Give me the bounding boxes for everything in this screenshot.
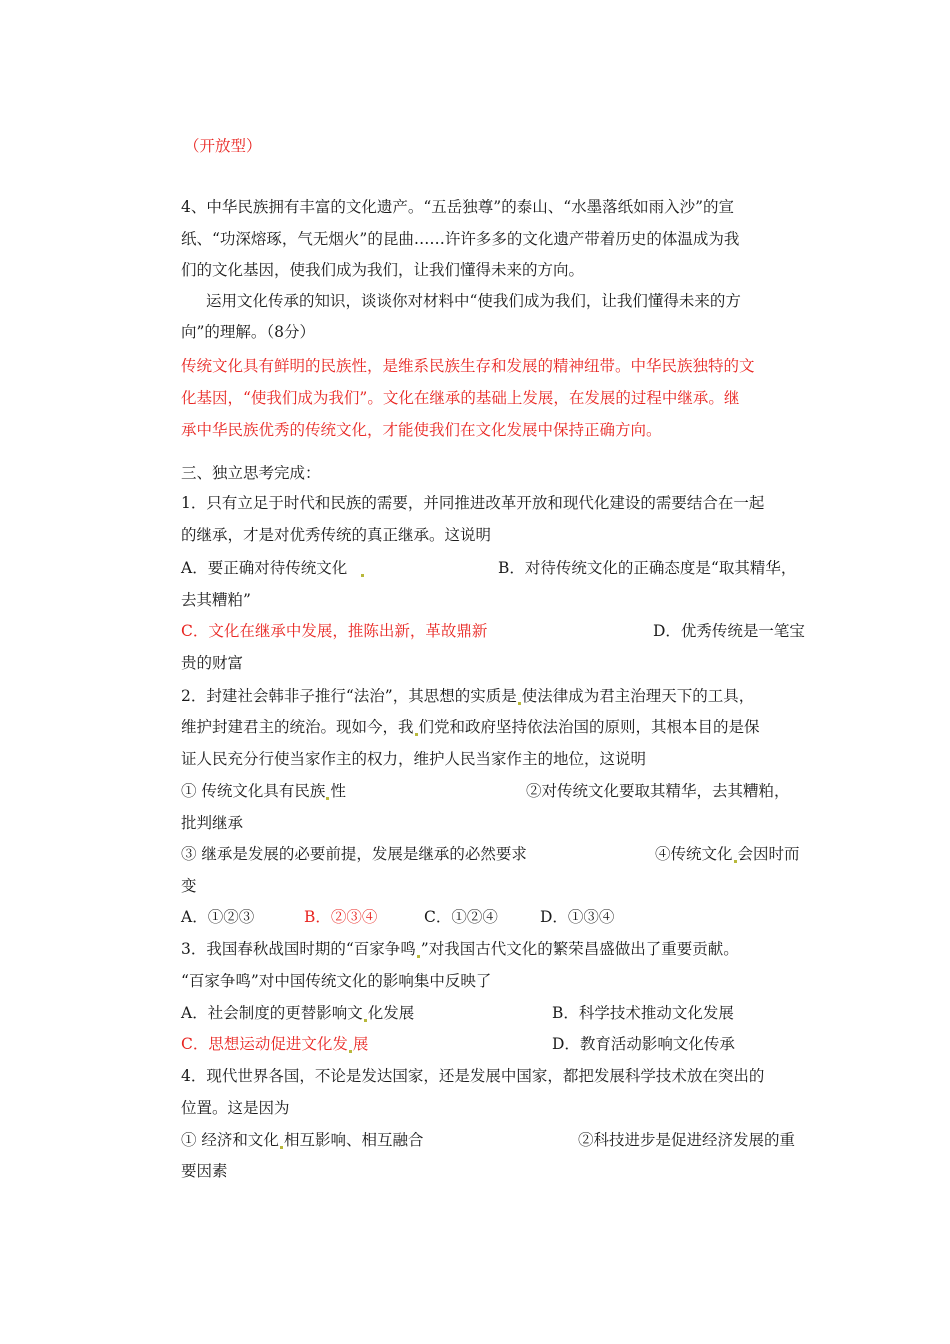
s3-q4-stem-1: 4．现代世界各国，不论是发达国家，还是发展中国家，都把发展科学技术放在突出的 bbox=[181, 1067, 765, 1085]
s3-q4-option-1 bbox=[181, 1129, 423, 1151]
s3-q2-option-1b: 性 bbox=[330, 782, 346, 800]
s3-q3-option-c bbox=[181, 1033, 368, 1055]
stray-dot bbox=[415, 733, 418, 736]
s3-q2-stem-2 bbox=[181, 716, 760, 738]
s3-q1-stem-2: 的继承，才是对优秀传统的真正继承。这说明 bbox=[181, 526, 492, 544]
s3-q2-option-2-line-2: 批判继承 bbox=[181, 814, 244, 832]
s3-q3-option-c2: 展 bbox=[352, 1035, 369, 1053]
stray-dot bbox=[518, 702, 521, 705]
s3-q2-option-4b: 会因时而 bbox=[737, 845, 800, 863]
s3-q1-option-d-line-1: D．优秀传统是一笔宝 bbox=[653, 622, 805, 640]
s3-q3-stem-1a: 3．我国春秋战国时期的“百家争鸣 bbox=[181, 940, 416, 958]
s3-q2-choice-c: C．①②④ bbox=[424, 908, 498, 926]
stray-dot bbox=[326, 797, 329, 800]
s3-q2-stem-1b: 使法律成为君主治理天下的工具， bbox=[521, 687, 755, 705]
s3-q1-option-c: C．文化在继承中发展，推陈出新，革故鼎新 bbox=[181, 622, 488, 640]
stray-dot bbox=[280, 1146, 283, 1149]
q4-material-line-2: 纸、“功深熔琢，气无烟火”的昆曲……许许多多的文化遗产带着历史的体温成为我 bbox=[181, 230, 740, 248]
s3-q3-stem-2: “百家争鸣”对中国传统文化的影响集中反映了 bbox=[181, 972, 492, 990]
s3-q4-stem-2: 位置。这是因为 bbox=[181, 1099, 290, 1117]
s3-q2-option-2-line-1: ②对传统文化要取其精华，去其糟粕， bbox=[526, 782, 790, 800]
s3-q3-option-a bbox=[181, 1002, 414, 1024]
stray-dot bbox=[349, 1050, 352, 1053]
s3-q2-stem-2b: 们党和政府坚持依法治国的原则，其根本目的是保 bbox=[418, 718, 760, 736]
stray-dot bbox=[361, 574, 364, 577]
s3-q2-option-1a: ① 传统文化具有民族 bbox=[181, 782, 326, 800]
s3-q3-option-c1: C．思想运动促进文化发 bbox=[181, 1035, 348, 1053]
s3-q3-option-a1: A．社会制度的更替影响文 bbox=[181, 1004, 363, 1022]
s3-q3-option-b: B．科学技术推动文化发展 bbox=[552, 1004, 734, 1022]
s3-q2-stem-3: 证人民充分行使当家作主的权力，维护人民当家作主的地位，这说明 bbox=[181, 750, 647, 768]
s3-q1-stem-1: 1．只有立足于时代和民族的需要，并同推进改革开放和现代化建设的需要结合在一起 bbox=[181, 494, 765, 512]
q4-answer-line-2: 化基因，“使我们成为我们”。文化在继承的基础上发展，在发展的过程中继承。继 bbox=[181, 389, 740, 407]
s3-q1-option-d-line-2: 贵的财富 bbox=[181, 654, 244, 672]
stray-dot bbox=[364, 1019, 367, 1022]
q4-task-line-1: 运用文化传承的知识，谈谈你对材料中“使我们成为我们，让我们懂得未来的方 bbox=[206, 292, 741, 310]
q4-answer-line-3: 承中华民族优秀的传统文化，才能使我们在文化发展中保持正确方向。 bbox=[181, 421, 662, 439]
s3-q2-option-4a: ④传统文化 bbox=[655, 845, 733, 863]
q4-material-line-3: 们的文化基因，使我们成为我们，让我们懂得未来的方向。 bbox=[181, 261, 585, 279]
s3-q2-choice-d: D．①③④ bbox=[540, 908, 615, 926]
open-type-label: （开放型） bbox=[184, 137, 262, 155]
stray-dot bbox=[734, 860, 737, 863]
s3-q4-option-1a: ① 经济和文化 bbox=[181, 1131, 279, 1149]
s3-q2-option-1 bbox=[181, 780, 346, 802]
s3-q4-option-2-line-2: 要因素 bbox=[181, 1162, 228, 1180]
s3-q4-option-2-line-1: ②科技进步是促进经济发展的重 bbox=[578, 1131, 796, 1149]
s3-q2-stem-1 bbox=[181, 685, 754, 707]
section3-title: 三、独立思考完成： bbox=[181, 464, 321, 482]
s3-q3-stem-1b: ”对我国古代文化的繁荣昌盛做出了重要贡献。 bbox=[420, 940, 739, 958]
q4-answer-line-1: 传统文化具有鲜明的民族性，是维系民族生存和发展的精神纽带。中华民族独特的文 bbox=[181, 357, 755, 375]
s3-q4-option-1b: 相互影响、相互融合 bbox=[283, 1131, 424, 1149]
s3-q2-option-4-line-2: 变 bbox=[181, 877, 197, 895]
stray-dot bbox=[417, 955, 420, 958]
q4-task-line-2: 向”的理解。（8分） bbox=[181, 323, 316, 341]
s3-q2-stem-2a: 维护封建君主的统治。现如今，我 bbox=[181, 718, 414, 736]
s3-q1-option-b-line-2: 去其糟粕” bbox=[181, 591, 251, 609]
s3-q1-option-a-text: A．要正确对待传统文化 bbox=[181, 559, 348, 577]
s3-q2-option-4-line-1 bbox=[655, 843, 800, 865]
s3-q3-option-d: D．教育活动影响文化传承 bbox=[552, 1035, 735, 1053]
q4-material-line-1: 4、中华民族拥有丰富的文化遗产。“五岳独尊”的泰山、“水墨落纸如雨入沙”的宣 bbox=[181, 198, 735, 216]
s3-q3-stem-1 bbox=[181, 938, 739, 960]
s3-q1-option-b-line-1: B．对待传统文化的正确态度是“取其精华， bbox=[498, 559, 797, 577]
s3-q2-choice-b: B．②③④ bbox=[304, 908, 378, 926]
s3-q2-option-3: ③ 继承是发展的必要前提，发展是继承的必然要求 bbox=[181, 845, 527, 863]
s3-q1-option-a bbox=[181, 557, 365, 579]
s3-q2-stem-1a: 2．封建社会韩非子推行“法治”，其思想的实质是 bbox=[181, 687, 517, 705]
s3-q2-choice-a: A．①②③ bbox=[181, 908, 255, 926]
s3-q3-option-a2: 化发展 bbox=[367, 1004, 415, 1022]
